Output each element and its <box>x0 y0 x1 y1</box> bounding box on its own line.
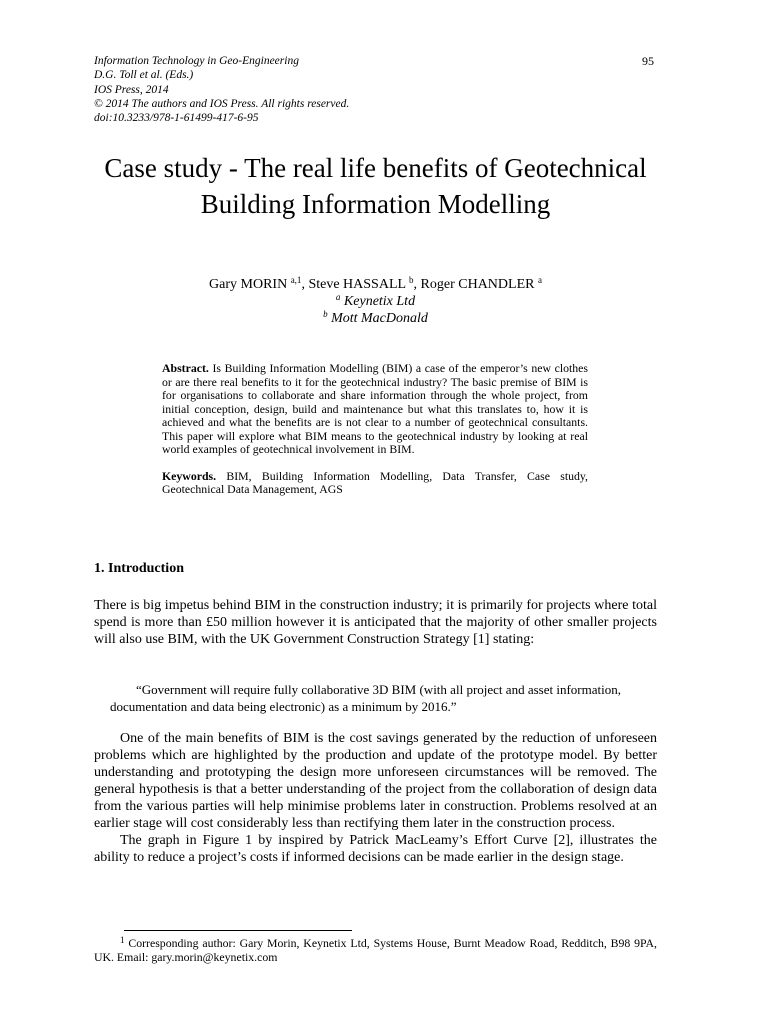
body-paragraph: The graph in Figure 1 by inspired by Patrick MacLeamy’s Effort Curve [2], illustrates the ability to reduce a project’s costs if informed decisions can be made earlier in the design stage. <box>94 833 657 865</box>
header-line-doi: doi:10.3233/978-1-61499-417-6-95 <box>94 112 259 125</box>
block-quote: “Government will require fully collaborative 3D BIM (with all project and asset information, documentation and data being electronic) as a minimum by 2016.” <box>110 682 621 714</box>
affiliation-superscript: b <box>323 309 328 319</box>
author-superscript: a <box>537 275 542 285</box>
author-name: Gary MORIN <box>209 277 288 292</box>
abstract-text: Is Building Information Modelling (BIM) a case of the emperor’s new clothes or are there real benefits to it for the geotechnical industry? The basic premise of BIM is for organisations to collaborate and share information through the whole project, from initial conception, design, build and maintenance but what this translates to, how it is achieved and what the benefits are is not clear to a number of geotechnical consultants. This paper will explore what BIM means to the geotechnical industry by looking at real world examples of geotechnical involvement in BIM. <box>162 361 588 457</box>
header-line-publisher: IOS Press, 2014 <box>94 83 169 96</box>
keywords <box>162 470 588 497</box>
abstract <box>162 362 588 457</box>
affiliation <box>94 310 657 327</box>
footnote-rule <box>124 930 352 931</box>
affiliation-superscript: a <box>335 292 341 302</box>
footnote-text: Corresponding author: Gary Morin, Keynetix Ltd, Systems House, Burnt Meadow Road, Redditch, B98 9PA, UK. Email: gary.morin@keynetix.com <box>94 936 657 964</box>
section-heading: 1. Introduction <box>94 561 184 576</box>
keywords-text: BIM, Building Information Modelling, Data Transfer, Case study, Geotechnical Data Management, AGS <box>162 468 588 497</box>
author-superscript: b <box>409 275 414 285</box>
author-block <box>94 276 657 327</box>
affiliation-name: Keynetix Ltd <box>343 294 416 309</box>
running-header <box>94 54 349 125</box>
author-name: Roger CHANDLER <box>420 277 535 292</box>
header-line-copyright: © 2014 The authors and IOS Press. All rights reserved. <box>94 97 350 110</box>
body-paragraph: One of the main benefits of BIM is the cost savings generated by the reduction of unforeseen problems which are highlighted by the production and update of the prototype model. By better understanding and prototyping the design more unforeseen circumstances will be removed. The general hypothesis is that a better understanding of the project from the collaboration of design data from the various parties will help minimise problems later in construction. Problems resolved at an earlier stage will cost considerably less than rectifying them later in the construction process. <box>94 731 657 831</box>
footnote <box>94 936 657 964</box>
keywords-label: Keywords. <box>162 468 217 483</box>
author-line: Gary MORIN $^{a,1}$, Steve HASSALL $^b$, Roger CHANDLER $^a$ <box>209 275 542 292</box>
body-text <box>94 730 657 866</box>
page-number: 95 <box>642 54 654 68</box>
header-line-book: Information Technology in Geo-Engineering <box>94 55 299 67</box>
paper-title: Case study - The real life benefits of Geotechnical Building Information Modelling <box>104 153 647 219</box>
header-line-editors: D.G. Toll et al. (Eds.) <box>94 69 194 82</box>
intro-paragraph: There is big impetus behind BIM in the construction industry; it is primarily for projects where total spend is more than £50 million however it is anticipated that the majority of other smaller projects will also use BIM, with the UK Government Construction Strategy [1] stating: <box>94 598 657 647</box>
affiliation <box>94 293 657 310</box>
abstract-block <box>162 362 588 510</box>
author-name: Steve HASSALL <box>308 277 406 292</box>
affiliation-name: Mott MacDonald <box>331 311 428 326</box>
abstract-label: Abstract. <box>162 361 209 375</box>
footnote-mark: 1 <box>120 935 125 945</box>
author-superscript: a,1 <box>290 275 302 285</box>
